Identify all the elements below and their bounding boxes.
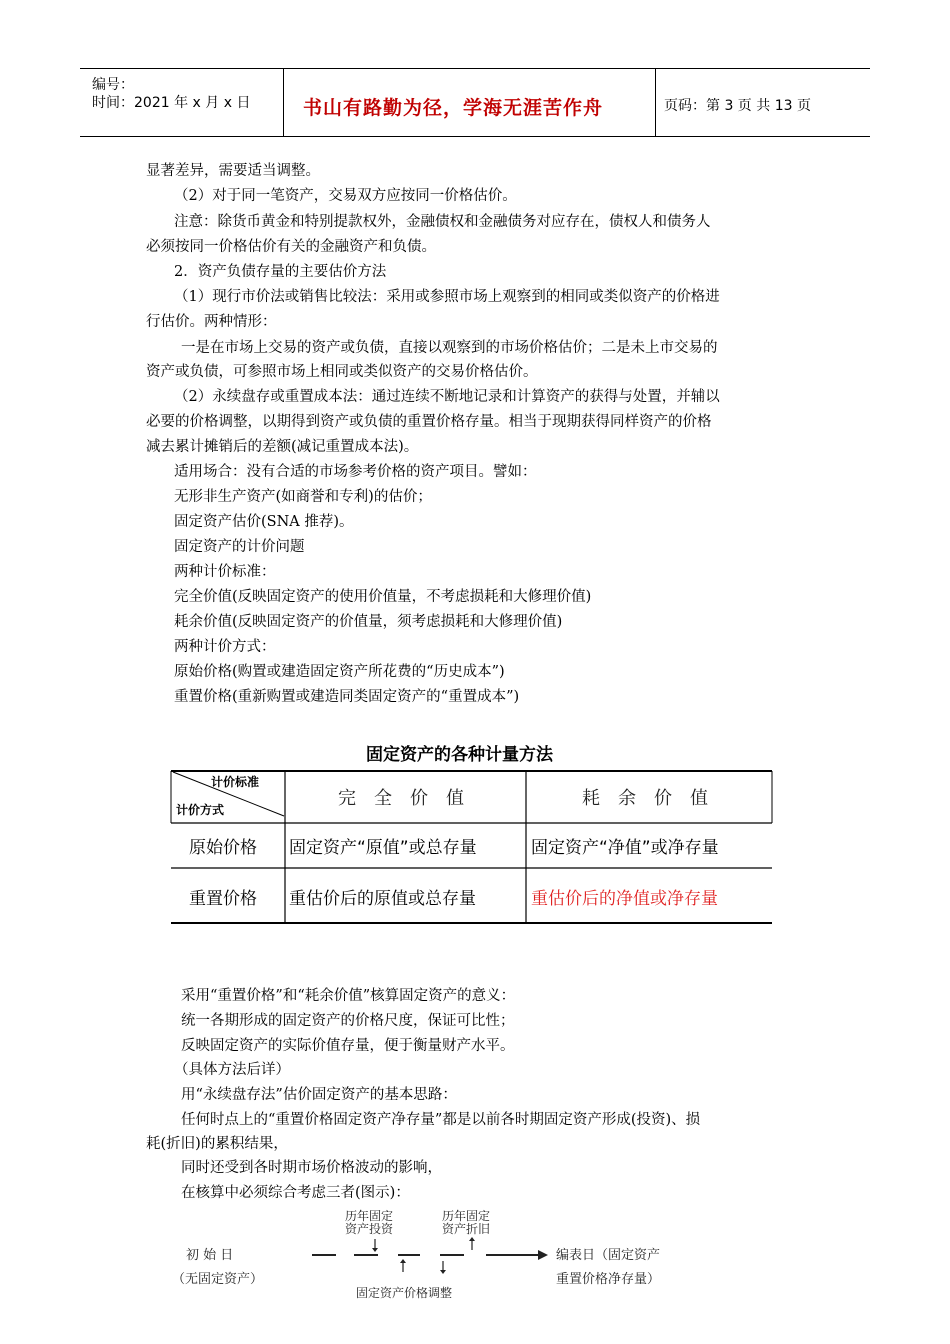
table-row-label: 原始价格: [189, 838, 257, 858]
paragraph: （2）永续盘存或重置成本法：通过连续不断地记录和计算资产的获得与处置，并辅以: [174, 389, 720, 405]
paragraph: 任何时点上的“重置价格固定资产净存量”都是以前各时期固定资产形成(投资)、损: [181, 1112, 701, 1128]
table-col-header: 耗余价值: [582, 788, 726, 809]
header-number: 编号：: [92, 77, 134, 93]
paragraph: 适用场合：没有合适的市场参考价格的资产项目。譬如：: [174, 464, 537, 480]
paragraph: 重置价格(重新购置或建造同类固定资产的“重置成本”): [174, 689, 520, 705]
table-title: 固定资产的各种计量方法: [366, 745, 553, 765]
diagram-depreciation-note: 资产折旧: [442, 1222, 491, 1236]
paragraph: （1）现行市价法或销售比较法：采用或参照市场上观察到的相同或类似资产的价格进: [174, 289, 720, 305]
paragraph: 统一各期形成的固定资产的价格尺度，保证可比性；: [181, 1013, 515, 1029]
header-divider-right: [655, 68, 656, 136]
paragraph: 必要的价格调整，以期得到资产或负债的重置价格存量。相当于现期获得同样资产的价格: [146, 414, 712, 430]
diagram-invest-label: 历年固定: [345, 1209, 394, 1223]
paragraph: 两种计价标准：: [174, 564, 276, 580]
arrow-head-icon: [538, 1250, 548, 1260]
header-date: 时间：2021 年 x 月 x 日: [92, 95, 251, 111]
paragraph: 资产或负债，可参照市场上相同或类似资产的交易价格估价。: [146, 364, 538, 380]
diagram-end-label: 编表日（固定资产: [556, 1248, 661, 1263]
diagram-flow-arrows: [300, 1236, 560, 1288]
header-page-number: 页码：第 3 页 共 13 页: [664, 98, 811, 114]
paragraph: 一是在市场上交易的资产或负债，直接以观察到的市场价格估价；二是未上市交易的: [181, 340, 718, 356]
diagram-adjust-label: 固定资产价格调整: [356, 1286, 453, 1300]
table-col-header: 完全价值: [338, 788, 482, 809]
paragraph: 两种计价方式：: [174, 639, 276, 655]
paragraph: 行估价。两种情形：: [146, 314, 277, 330]
paragraph: 固定资产估价(SNA 推荐)。: [174, 514, 354, 530]
header-divider-left: [283, 68, 284, 136]
diagram-end-note: 重置价格净存量）: [556, 1272, 661, 1287]
table-cell: 固定资产“净值”或净存量: [531, 838, 719, 858]
paragraph: 固定资产的计价问题: [174, 539, 305, 555]
diagram-depreciation-label: 历年固定: [442, 1209, 491, 1223]
paragraph: 原始价格(购置或建造固定资产所花费的“历史成本”): [174, 664, 505, 680]
header-top-border: [80, 68, 870, 69]
paragraph: 用“永续盘存法”估价固定资产的基本思路：: [181, 1087, 457, 1103]
paragraph: 无形非生产资产(如商誉和专利)的估价；: [174, 489, 432, 505]
paragraph: （具体方法后详）: [174, 1062, 290, 1078]
paragraph: 耗(折旧)的累积结果，: [146, 1136, 288, 1152]
diagram-start-label: 初 始 日: [186, 1248, 234, 1263]
header-bottom-border: [80, 136, 870, 137]
table-corner-method: 计价方式: [176, 803, 225, 817]
paragraph: 注意：除货币黄金和特别提款权外，金融债权和金融债务对应存在，债权人和债务人: [174, 214, 711, 230]
paragraph: 采用“重置价格”和“耗余价值”核算固定资产的意义：: [181, 988, 516, 1004]
paragraph: 反映固定资产的实际价值存量，便于衡量财产水平。: [181, 1038, 515, 1054]
section-heading: 2．资产负债存量的主要估价方法: [174, 264, 387, 280]
table-cell: 固定资产“原值”或总存量: [289, 838, 477, 858]
paragraph: 完全价值(反映固定资产的使用价值量，不考虑损耗和大修理价值): [174, 589, 592, 605]
paragraph: 减去累计摊销后的差额(减记重置成本法)。: [146, 439, 419, 455]
table-cell: 重估价后的原值或总存量: [289, 889, 476, 909]
paragraph: 显著差异，需要适当调整。: [146, 163, 320, 179]
table-corner-standard: 计价标准: [211, 775, 260, 789]
table-cell-highlighted: 重估价后的净值或净存量: [531, 889, 718, 909]
paragraph: 同时还受到各时期市场价格波动的影响，: [181, 1160, 442, 1176]
paragraph: 在核算中必须综合考虑三者(图示)：: [181, 1185, 410, 1201]
paragraph: 耗余价值(反映固定资产的价值量，须考虑损耗和大修理价值): [174, 614, 563, 630]
paragraph: （2）对于同一笔资产，交易双方应按同一价格估价。: [174, 188, 517, 204]
table-row-label: 重置价格: [189, 889, 257, 909]
header-motto: 书山有路勤为径，学海无涯苦作舟: [303, 97, 604, 119]
diagram-invest-note: 资产投资: [345, 1222, 394, 1236]
paragraph: 必须按同一价格估价有关的金融资产和负债。: [146, 239, 436, 255]
diagram-start-note: （无固定资产）: [172, 1272, 264, 1287]
